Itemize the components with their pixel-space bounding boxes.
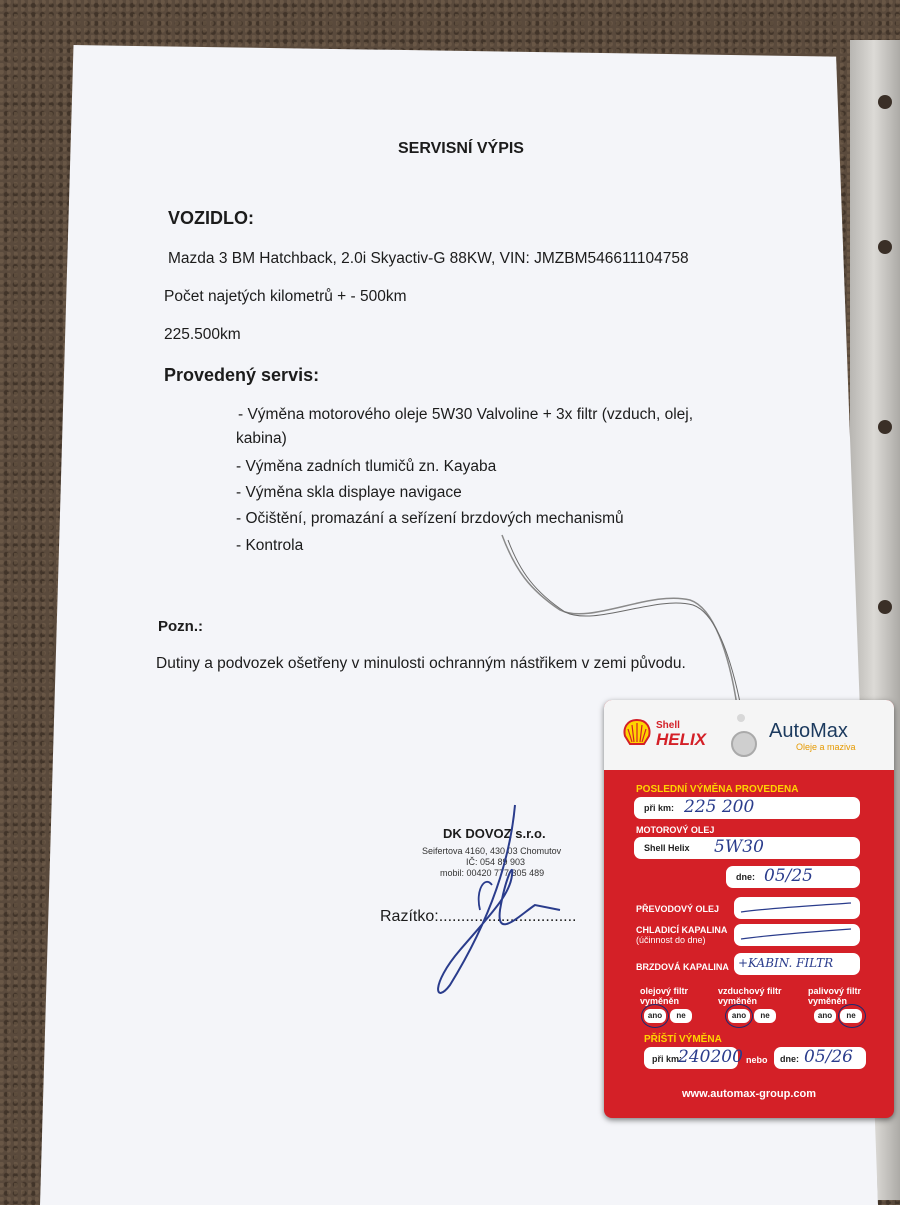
tag-eyelet [737, 714, 745, 722]
automax-url: www.automax-group.com [681, 1088, 817, 1100]
next-date-label: dne: [780, 1054, 799, 1064]
coolant-label: CHLADICÍ KAPALINA [636, 925, 728, 935]
service-item: kabina) [236, 430, 287, 447]
air-filter-yes: ano [728, 1009, 750, 1023]
fuel-filter-no-circle [838, 1004, 866, 1028]
mileage-value: 225.500km [164, 326, 241, 343]
service-item: - Kontrola [236, 537, 304, 554]
oil-filter-yes-circle [641, 1004, 669, 1028]
km-label: při km: [644, 803, 675, 813]
sleeve-hole [878, 240, 892, 254]
sleeve-hole [878, 95, 892, 109]
automax-brand: AutoMax [769, 720, 848, 742]
motor-oil-label: MOTOROVÝ OLEJ [636, 825, 715, 835]
shell-logo-icon [622, 718, 652, 746]
stamp-mobile: mobil: 00420 777 305 489 [440, 868, 545, 878]
oil-filter-yes: ano [644, 1009, 666, 1023]
service-item: - Výměna zadních tlumičů zn. Kayaba [236, 458, 497, 475]
stamp-label: Razítko:............................... [380, 908, 577, 925]
air-filter-yes-circle [725, 1004, 753, 1028]
fuel-filter-no: ne [840, 1009, 862, 1023]
oil-handwritten: 5W30 [714, 837, 764, 857]
oil-brand: Shell Helix [644, 843, 690, 853]
note-heading: Pozn.: [158, 618, 203, 635]
service-heading: Provedený servis: [164, 365, 320, 385]
service-item: - Výměna skla displaye navigace [236, 484, 462, 501]
sleeve-hole [878, 420, 892, 434]
fuel-filter-label: palivový filtr [808, 986, 862, 996]
gear-oil-scribble [739, 900, 854, 915]
air-filter-no: ne [754, 1009, 776, 1023]
mileage-note: Počet najetých kilometrů + - 500km [164, 288, 407, 305]
brake-fluid-handwritten: +KABIN. FILTR [738, 956, 834, 970]
next-km-handwritten: 240200 [678, 1047, 743, 1067]
document-title: SERVISNÍ VÝPIS [398, 140, 524, 157]
air-filter-label-2: vyměněn [718, 996, 758, 1006]
automax-subtitle: Oleje a maziva [796, 742, 856, 752]
tag-eyelet [731, 731, 757, 757]
next-km-label: při km: [652, 1054, 683, 1064]
fuel-filter-yes: ano [814, 1009, 836, 1023]
tag-header [604, 700, 894, 770]
note-text: Dutiny a podvozek ošetřeny v minulosti ochranným nástřikem v zemi původu. [156, 655, 686, 672]
service-item: - Očištění, promazání a seřízení brzdových mechanismů [236, 510, 624, 527]
stamp-address: Seifertova 4160, 430 03 Chomutov [422, 846, 562, 856]
vehicle-description: Mazda 3 BM Hatchback, 2.0i Skyactiv-G 88KW, VIN: JMZBM546611104758 [168, 250, 689, 267]
vehicle-heading: VOZIDLO: [168, 208, 254, 228]
oil-filter-label: olejový filtr [640, 986, 689, 996]
service-item: - Výměna motorového oleje 5W30 Valvoline + 3x filtr (vzduch, olej, [238, 406, 694, 423]
fuel-filter-label-2: vyměněn [808, 996, 848, 1006]
air-filter-label: vzduchový filtr [718, 986, 782, 996]
coolant-scribble [739, 927, 854, 942]
service-tag [604, 700, 894, 1118]
shell-brand: Shell [656, 720, 680, 731]
coolant-sublabel: (účinnost do dne) [636, 935, 706, 945]
next-date-handwritten: 05/26 [804, 1047, 853, 1067]
oil-filter-no: ne [670, 1009, 692, 1023]
stamp-ic: IČ: 054 89 903 [466, 857, 526, 867]
date-handwritten: 05/25 [764, 866, 813, 886]
signature [420, 800, 570, 1010]
next-change-heading: PŘÍŠTÍ VÝMĚNA [644, 1034, 722, 1045]
or-label: nebo [746, 1055, 768, 1065]
date-label: dne: [736, 872, 755, 882]
last-change-heading: POSLEDNÍ VÝMĚNA PROVEDENA [636, 784, 799, 795]
sleeve-hole [878, 600, 892, 614]
km-handwritten: 225 200 [684, 797, 755, 817]
helix-brand: HELIX [656, 730, 707, 749]
stamp-company: DK DOVOZ s.r.o. [443, 826, 546, 841]
oil-filter-label-2: vyměněn [640, 996, 680, 1006]
brake-fluid-label: BRZDOVÁ KAPALINA [636, 962, 729, 972]
gear-oil-label: PŘEVODOVÝ OLEJ [636, 904, 720, 914]
